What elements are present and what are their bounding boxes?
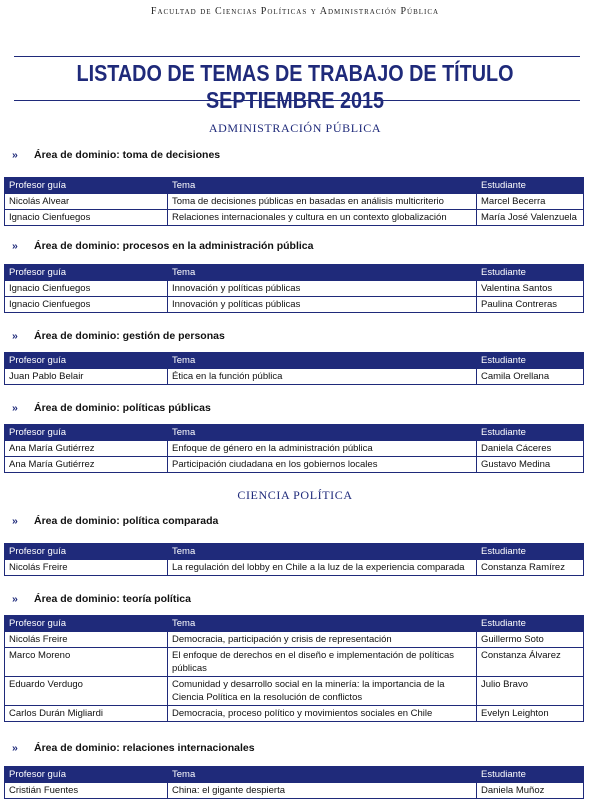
table-header-row — [5, 178, 584, 194]
domain-relaciones-internacionales: » Área de dominio: relaciones internacionales — [12, 742, 255, 754]
chevron-icon: » — [12, 240, 18, 252]
cell-professor: Ignacio Cienfuegos — [5, 210, 168, 226]
column-header-professor: Profesor guía — [5, 353, 168, 369]
cell-professor: Ignacio Cienfuegos — [5, 297, 168, 313]
cell-student: Camila Orellana — [477, 369, 584, 385]
cell-topic: Innovación y políticas públicas — [168, 297, 477, 313]
cell-topic: El enfoque de derechos en el diseño e implementación de políticas públicas — [168, 648, 477, 677]
domain-politicas-publicas: » Área de dominio: políticas públicas — [12, 402, 211, 414]
table-header-row — [5, 616, 584, 632]
column-header-professor: Profesor guía — [5, 767, 168, 783]
table-row — [5, 297, 584, 313]
cell-professor: Nicolás Freire — [5, 632, 168, 648]
chevron-icon: » — [12, 330, 18, 342]
column-header-topic: Tema — [168, 767, 477, 783]
topics-table-gestion-de-personas — [4, 352, 584, 385]
cell-professor: Eduardo Verdugo — [5, 677, 168, 706]
section-heading-ciencia-politica: CIENCIA POLÍTICA — [237, 488, 353, 502]
cell-topic: Participación ciudadana en los gobiernos locales — [168, 457, 477, 473]
cell-professor: Nicolás Freire — [5, 560, 168, 576]
topics-table-politicas-publicas — [4, 424, 584, 473]
cell-student: Constanza Ramírez — [477, 560, 584, 576]
cell-student: Guillermo Soto — [477, 632, 584, 648]
topics-table-politica-comparada — [4, 543, 584, 576]
column-header-topic: Tema — [168, 544, 477, 560]
cell-professor: Ignacio Cienfuegos — [5, 281, 168, 297]
cell-professor: Marco Moreno — [5, 648, 168, 677]
column-header-professor: Profesor guía — [5, 544, 168, 560]
cell-student: Daniela Muñoz — [477, 783, 584, 799]
cell-topic: Democracia, participación y crisis de representación — [168, 632, 477, 648]
cell-student: Paulina Contreras — [477, 297, 584, 313]
cell-topic: Toma de decisiones públicas en basadas en análisis multicriterio — [168, 194, 477, 210]
table-row — [5, 706, 584, 722]
column-header-student: Estudiante — [477, 544, 584, 560]
column-header-topic: Tema — [168, 616, 477, 632]
cell-professor: Cristián Fuentes — [5, 783, 168, 799]
cell-student: Evelyn Leighton — [477, 706, 584, 722]
table-row — [5, 560, 584, 576]
column-header-student: Estudiante — [477, 178, 584, 194]
chevron-icon: » — [12, 515, 18, 527]
domain-gestion-de-personas: » Área de dominio: gestión de personas — [12, 330, 225, 342]
section-heading-administracion-publica: ADMINISTRACIÓN PÚBLICA — [208, 121, 382, 135]
topics-table-teoria-politica — [4, 615, 584, 722]
topics-table-relaciones-internacionales — [4, 766, 584, 799]
column-header-topic: Tema — [168, 425, 477, 441]
table-row — [5, 677, 584, 706]
cell-topic: Ética en la función pública — [168, 369, 477, 385]
domain-toma-de-decisiones: » Área de dominio: toma de decisiones — [12, 149, 221, 161]
cell-student: Constanza Álvarez — [477, 648, 584, 677]
title-rule-bottom — [14, 100, 580, 101]
faculty-name: Facultad de Ciencias Políticas y Administración Pública — [150, 6, 440, 17]
cell-student: Daniela Cáceres — [477, 441, 584, 457]
cell-topic: Relaciones internacionales y cultura en un contexto globalización — [168, 210, 477, 226]
cell-professor: Juan Pablo Belair — [5, 369, 168, 385]
page-title: LISTADO DE TEMAS DE TRABAJO DE TÍTULO SEPTIEMBRE 2015 — [76, 60, 514, 113]
domain-politica-comparada: » Área de dominio: política comparada — [12, 515, 219, 527]
table-row — [5, 648, 584, 677]
cell-topic: Democracia, proceso político y movimientos sociales en Chile — [168, 706, 477, 722]
table-header-row — [5, 767, 584, 783]
cell-student: Gustavo Medina — [477, 457, 584, 473]
table-row — [5, 441, 584, 457]
table-header-row — [5, 265, 584, 281]
table-header-row — [5, 353, 584, 369]
cell-topic: Innovación y políticas públicas — [168, 281, 477, 297]
cell-student: Valentina Santos — [477, 281, 584, 297]
table-row — [5, 281, 584, 297]
cell-professor: Carlos Durán Migliardi — [5, 706, 168, 722]
chevron-icon: » — [12, 149, 18, 161]
domain-teoria-politica: » Área de dominio: teoría política — [12, 593, 191, 605]
table-row — [5, 457, 584, 473]
cell-professor: Ana María Gutiérrez — [5, 457, 168, 473]
table-header-row — [5, 425, 584, 441]
table-row — [5, 632, 584, 648]
chevron-icon: » — [12, 593, 18, 605]
cell-topic: China: el gigante despierta — [168, 783, 477, 799]
column-header-student: Estudiante — [477, 265, 584, 281]
column-header-student: Estudiante — [477, 425, 584, 441]
column-header-student: Estudiante — [477, 353, 584, 369]
column-header-topic: Tema — [168, 265, 477, 281]
column-header-student: Estudiante — [477, 767, 584, 783]
cell-topic: Enfoque de género en la administración pública — [168, 441, 477, 457]
cell-professor: Nicolás Alvear — [5, 194, 168, 210]
cell-student: María José Valenzuela — [477, 210, 584, 226]
topics-table-procesos-administracion — [4, 264, 584, 313]
column-header-topic: Tema — [168, 178, 477, 194]
cell-student: Julio Bravo — [477, 677, 584, 706]
topics-table-toma-de-decisiones — [4, 177, 584, 226]
table-row — [5, 783, 584, 799]
domain-procesos-administracion: » Área de dominio: procesos en la administración pública — [12, 240, 314, 252]
title-rule-top — [14, 56, 580, 57]
cell-professor: Ana María Gutiérrez — [5, 441, 168, 457]
table-row — [5, 194, 584, 210]
column-header-professor: Profesor guía — [5, 616, 168, 632]
table-row — [5, 210, 584, 226]
column-header-professor: Profesor guía — [5, 265, 168, 281]
cell-topic: La regulación del lobby en Chile a la luz de la experiencia comparada — [168, 560, 477, 576]
cell-topic: Comunidad y desarrollo social en la minería: la importancia de la Ciencia Política en la resolución de conflictos — [168, 677, 477, 706]
table-row — [5, 369, 584, 385]
column-header-topic: Tema — [168, 353, 477, 369]
column-header-professor: Profesor guía — [5, 425, 168, 441]
cell-student: Marcel Becerra — [477, 194, 584, 210]
column-header-student: Estudiante — [477, 616, 584, 632]
chevron-icon: » — [12, 402, 18, 414]
chevron-icon: » — [12, 742, 18, 754]
table-header-row — [5, 544, 584, 560]
column-header-professor: Profesor guía — [5, 178, 168, 194]
